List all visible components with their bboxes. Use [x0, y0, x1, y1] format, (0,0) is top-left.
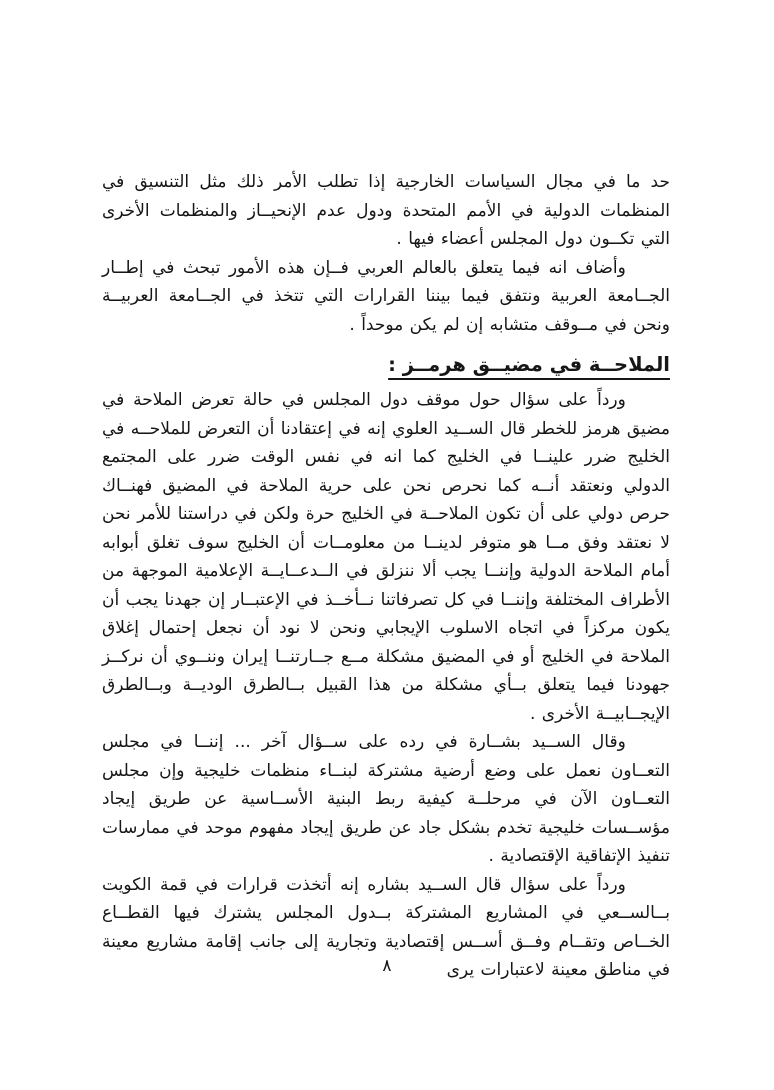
text-block [102, 168, 670, 985]
paragraph-continuation: حد ما في مجال السياسات الخارجية إذا تطلب الأمر ذلك مثل التنسيق في المنظمات الدولية في الأمم المتحدة ودول عدم الإنحيــاز والمنظمات الأخرى التي تكــون دول المجلس أعضاء فيها . [102, 172, 670, 249]
paragraph: ورداً على سؤال قال الســيد بشاره إنه أتخذت قرارات في قمة الكويت بــالســعي في المشاريع المشتركة بــدول المجلس يشترك فيها القطــاع الخــاص وتقــام وفــق أســس إقتصادية وتجارية إلى جانب إقامة مشاريع معينة في مناطق معينة لاعتبارات يرى [102, 874, 670, 980]
section-heading-text: الملاحــة في مضيــق هرمــز : [388, 353, 670, 376]
page-number: ٨ [382, 956, 392, 976]
paragraph: وقال الســيد بشــارة في رده على ســؤال آخر ... إننــا في مجلس التعــاون نعمل على وضع أرضية مشتركة لبنــاء منظمات خليجية وإن مجلس التعــاون الآن في مرحلــة كيفية ربط البنية الأســاسية عن طريق إيجاد مؤســسات خليجية تخدم بشكل جاد عن طريق إيجاد مفهوم موحد في ممارسات تنفيذ الإتفاقية الإقتصادية . [102, 732, 670, 866]
paragraph: وأضاف انه فيما يتعلق بالعالم العربي فــإن هذه الأمور تبحث في إطــار الجــامعة العربية ونتفق فيما بيننا القرارات التي تتخذ في الجــامعة العربيــة ونحن في مــوقف متشابه إن لم يكن موحداً . [102, 257, 670, 335]
section-heading [102, 353, 670, 376]
paragraph: ورداً على سؤال حول موقف دول المجلس في حالة تعرض الملاحة في مضيق هرمز للخطر قال الســيد العلوي إنه في إعتقادنا أن التعرض للملاحــه في الخليج ضرر علينــا في الخليج كما انه في نفس الوقت ضرر على المجتمع الدولي ونعتقد أنــه كما نحرص نحن على حرية الملاحة في المضيق فهنــاك حرص دولي على أن تكون الملاحــة في الخليج حرة ولكن في دراستنا للأمر نحن لا نعتقد وفق مــا هو متوفر لدينــا من معلومــات أن الخليج سوف تغلق أبوابه أمام الملاحة الدولية وإننــا يجب ألا ننزلق في الــدعــايــة الإعلامية الموجهة من الأطراف المختلفة وإننــا في كل تصرفاتنا نــأخــذ في الإعتبــار إن جهدنا يجب أن يكون مركزاً في اتجاه الاسلوب الإيجابي ونحن لا نود أن نجعل إحتمال إغلاق الملاحة في الخليج أو في المضيق مشكلة مــع جــارتنــا إيران وننــوي أن نركــز جهودنا فيما يتعلق بــأي مشكلة من هذا القبيل بــالطرق الوديــة وبــالطرق الإيجــابيــة الأخرى . [102, 390, 670, 724]
